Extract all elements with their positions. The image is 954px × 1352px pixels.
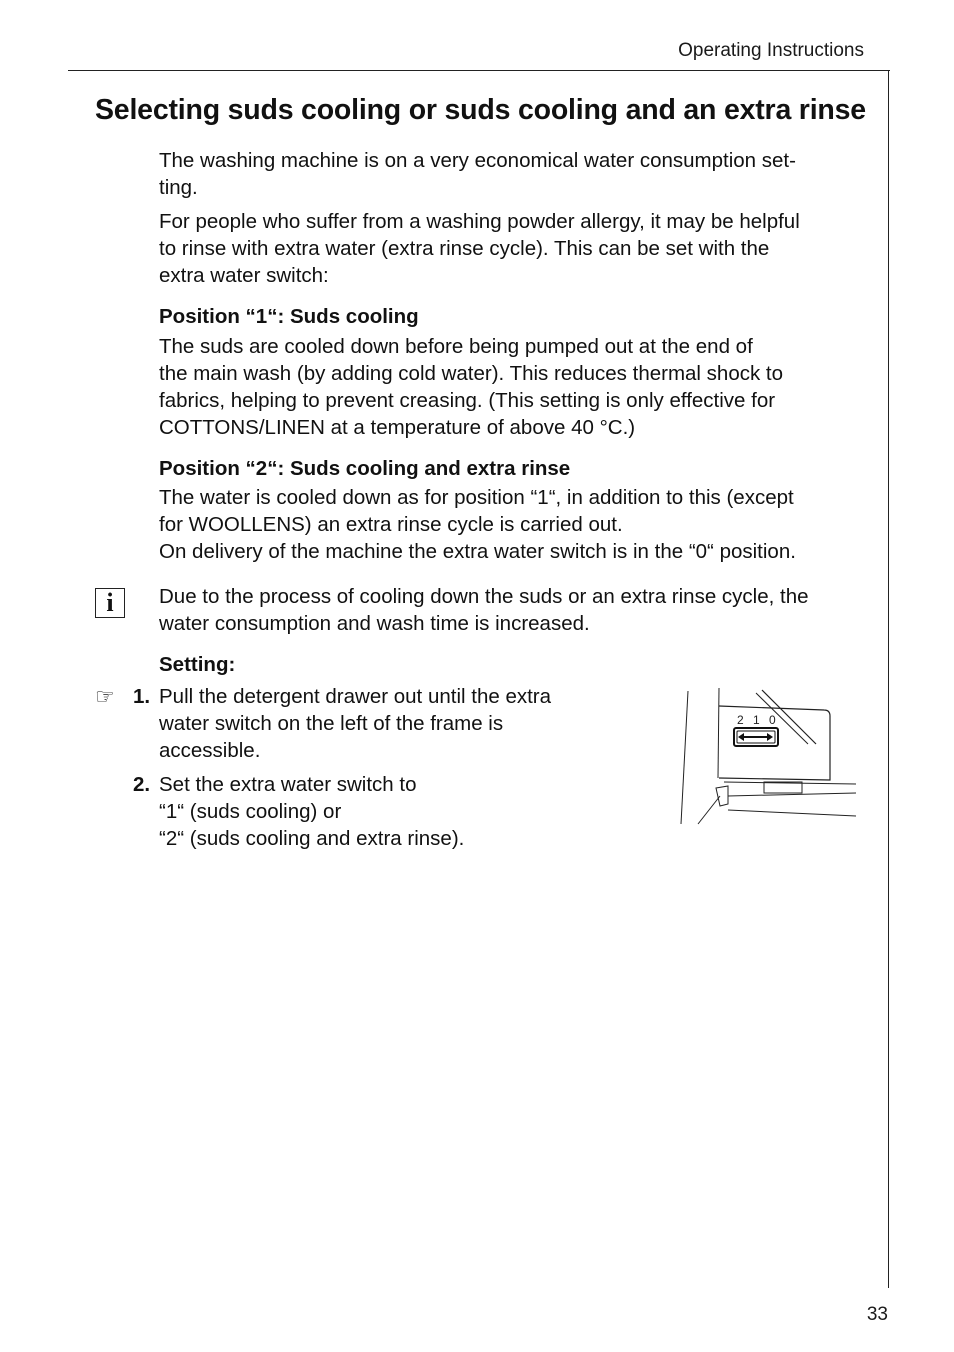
step-2-text xyxy=(159,771,464,852)
setting-heading: Setting: xyxy=(159,653,236,676)
extra-water-switch-illustration xyxy=(676,686,860,828)
drawer-front-corner xyxy=(716,786,728,806)
drawer-handle xyxy=(764,782,802,793)
text-line: water switch on the left of the frame is xyxy=(159,712,504,735)
pointer-icon: ☞ xyxy=(95,684,115,709)
text-line: “1“ (suds cooling) or xyxy=(159,800,342,823)
text-line: The suds are cooled down before being pumped out at the end of xyxy=(159,335,753,358)
text-line: For people who suffer from a washing powder allergy, it may be helpful xyxy=(159,210,800,233)
text-line: Pull the detergent drawer out until the extra xyxy=(159,685,552,708)
text-line: COTTONS/LINEN at a temperature of above 40 °C.) xyxy=(159,416,636,439)
header-title: Operating Instructions xyxy=(678,40,864,61)
page-number: 33 xyxy=(866,1304,888,1325)
step-1-number: 1. xyxy=(133,685,151,708)
text-line: Set the extra water switch to xyxy=(159,773,417,796)
text-line: accessible. xyxy=(159,739,261,762)
switch-arrow-left-head xyxy=(738,733,744,741)
section-title: Selecting suds cooling or suds cooling and an extra rinse xyxy=(95,94,866,126)
text-line: fabrics, helping to prevent creasing. (This setting is only effective for xyxy=(159,389,776,412)
switch-arrow-right-head xyxy=(767,733,773,741)
frame-edge-line xyxy=(681,691,688,824)
position-1-block xyxy=(159,303,871,441)
intro-paragraph-1 xyxy=(159,147,871,201)
text-line: water consumption and wash time is increased. xyxy=(159,612,590,635)
text-line: On delivery of the machine the extra water switch is in the “0“ position. xyxy=(159,540,796,563)
info-note xyxy=(159,583,871,637)
margin-rule xyxy=(888,70,889,1288)
text-line: extra water switch: xyxy=(159,264,329,287)
info-icon: i xyxy=(95,588,125,618)
header-rule xyxy=(68,70,890,71)
position-2-heading: Position “2“: Suds cooling and extra rinse xyxy=(159,457,571,480)
position-2-block xyxy=(159,455,871,565)
step-1-text xyxy=(159,683,551,764)
intro-paragraph-2 xyxy=(159,208,871,289)
drawer-bottom-edge xyxy=(728,810,856,816)
text-line: the main wash (by adding cold water). This reduces thermal shock to xyxy=(159,362,784,385)
text-line: to rinse with extra water (extra rinse cycle). This can be set with the xyxy=(159,237,770,260)
text-line: for WOOLLENS) an extra rinse cycle is carried out. xyxy=(159,513,623,536)
text-line: ting. xyxy=(159,176,198,199)
frame-edge-line-inner xyxy=(718,688,719,778)
pointer-leader-line xyxy=(698,796,720,824)
text-line: The washing machine is on a very economical water consumption set- xyxy=(159,149,796,172)
text-line: The water is cooled down as for position “1“, in addition to this (except xyxy=(159,486,794,509)
switch-position-labels: 2 1 0 xyxy=(737,713,779,727)
text-line: “2“ (suds cooling and extra rinse). xyxy=(159,827,465,850)
text-line: Due to the process of cooling down the suds or an extra rinse cycle, the xyxy=(159,585,809,608)
step-2-number: 2. xyxy=(133,773,151,796)
position-1-heading: Position “1“: Suds cooling xyxy=(159,305,419,328)
